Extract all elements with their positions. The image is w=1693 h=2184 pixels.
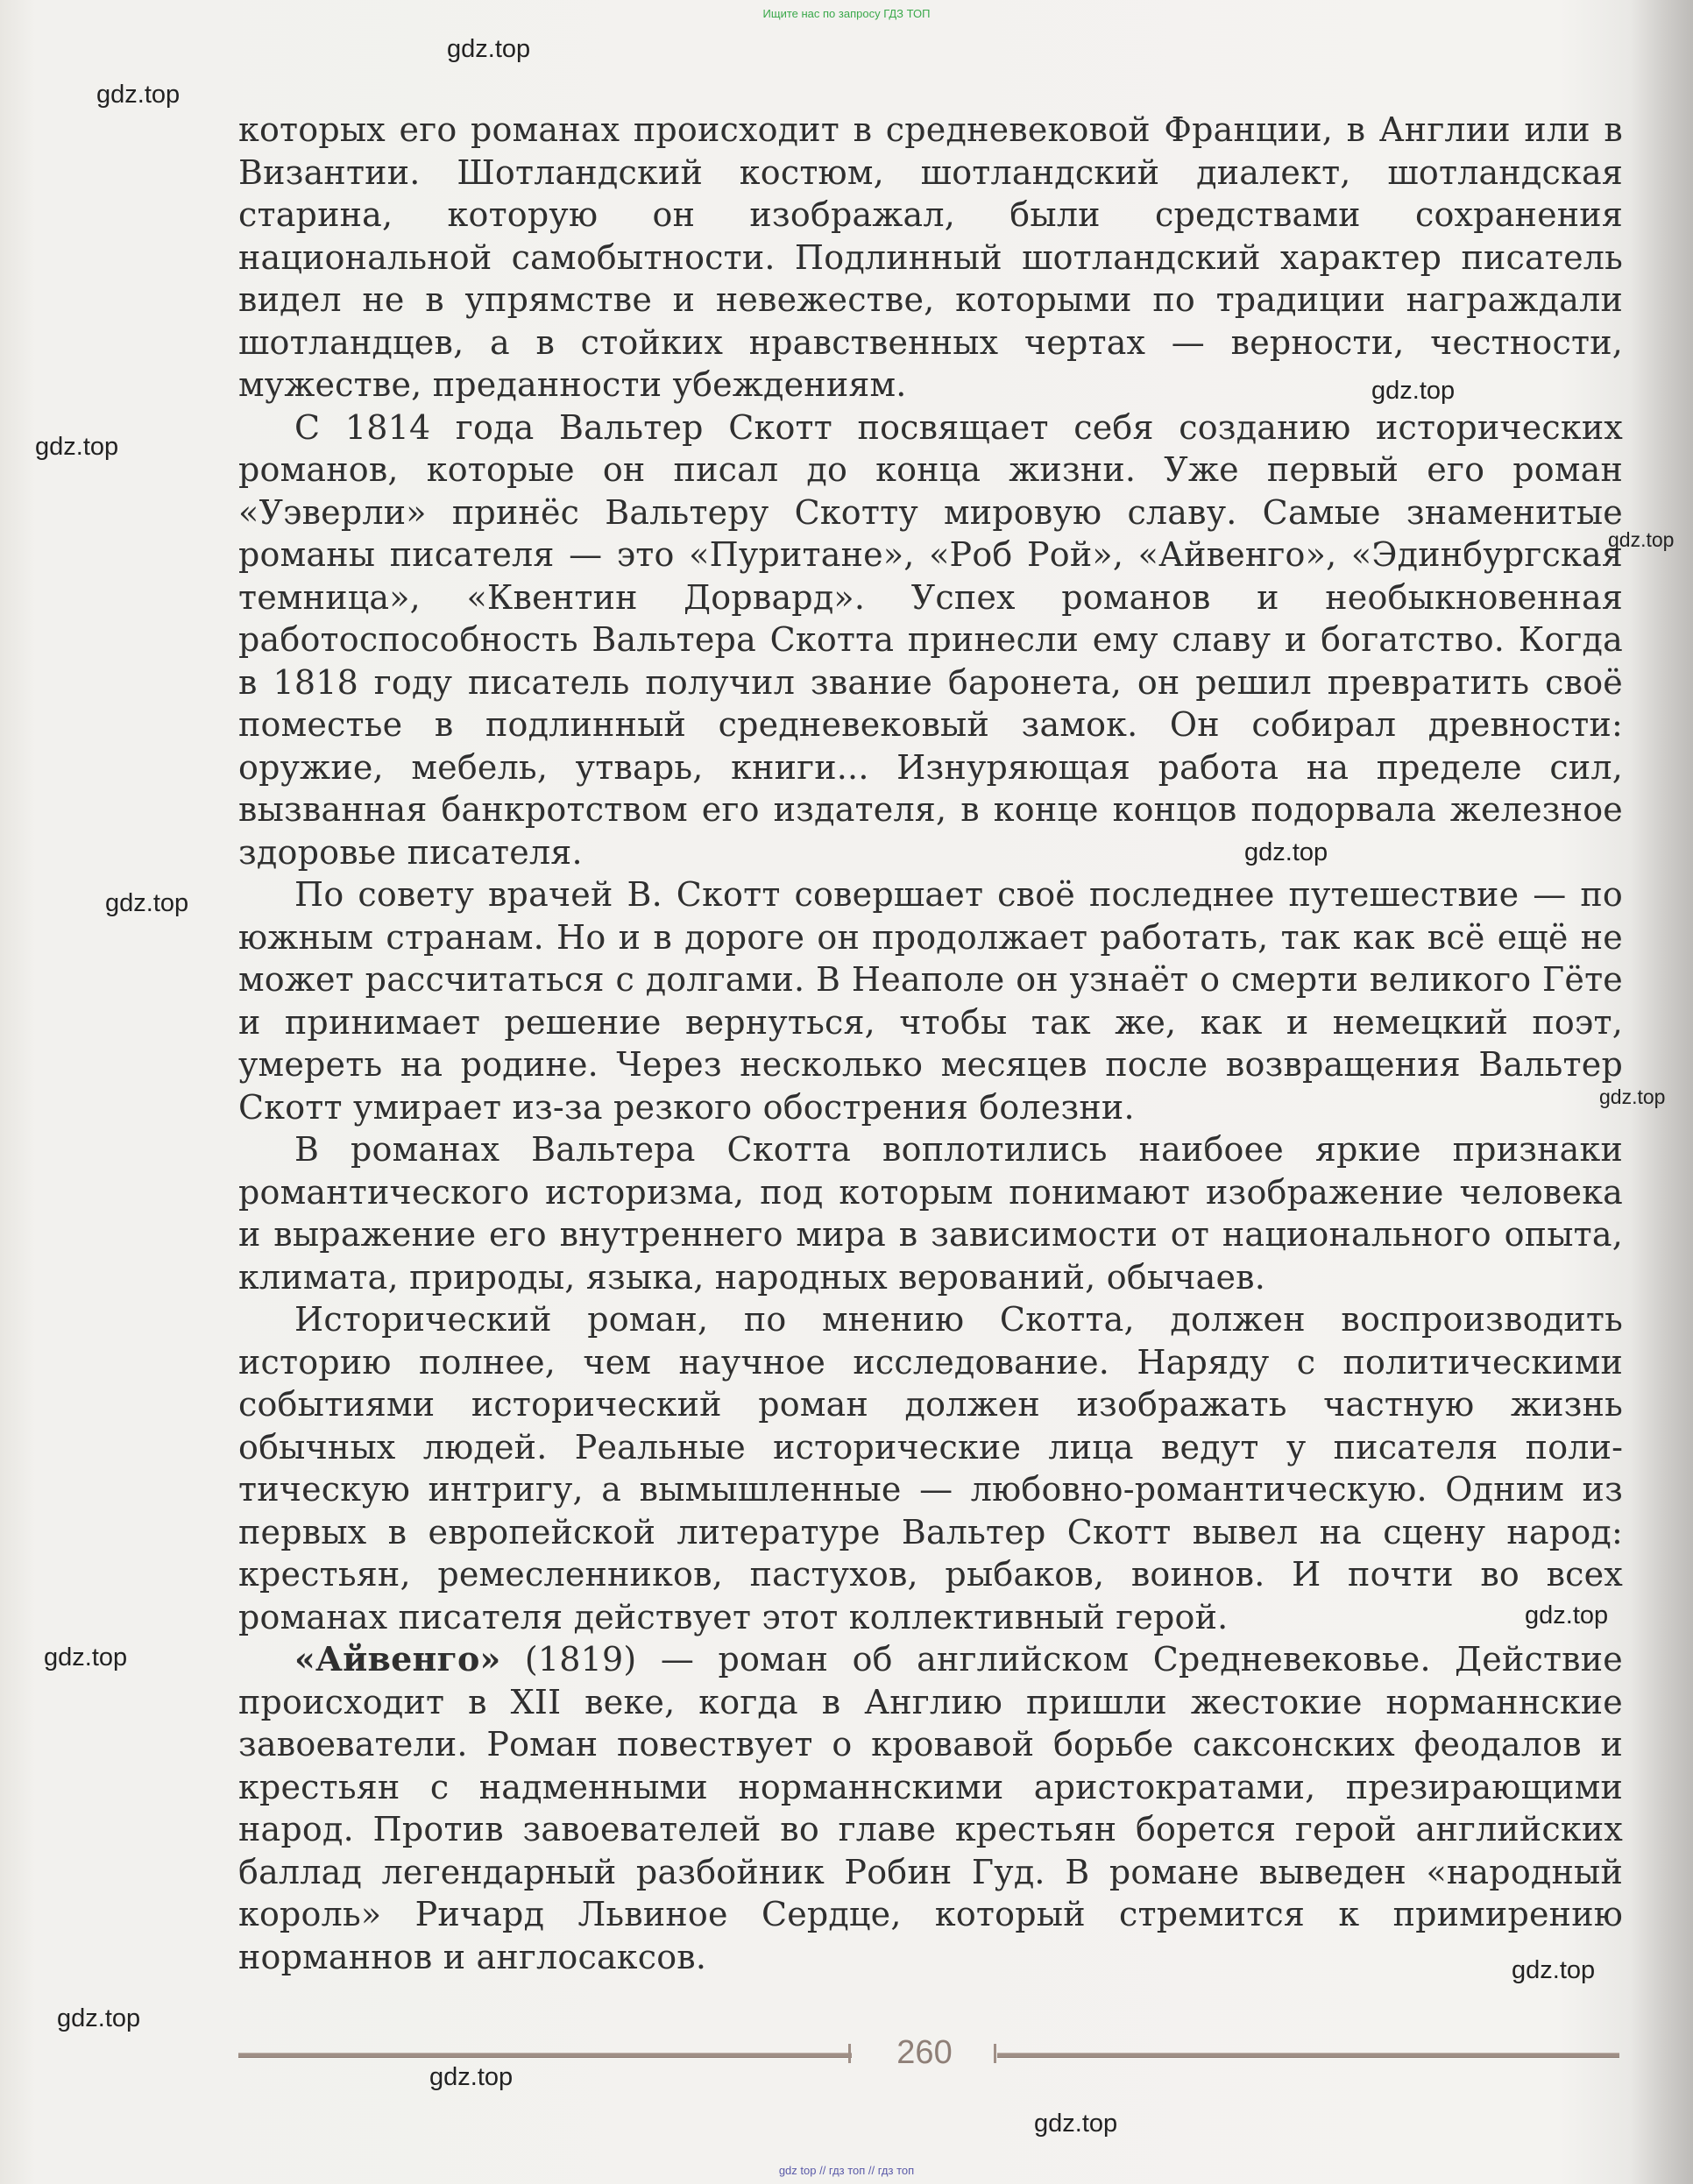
watermark: gdz.top xyxy=(1034,2110,1118,2138)
watermark: gdz.top xyxy=(1599,1085,1666,1108)
footer-tick-right xyxy=(994,2044,996,2063)
watermark: gdz.top xyxy=(429,2063,514,2091)
paragraph-6 xyxy=(238,1638,1623,1978)
paragraph-4: В романах Вальтера Скотта воплотились наибоее яркие признаки романтического историзма, под которым понимают изображение человека и выражение его внутреннего мира в зависимости от национального опыта, климата, природы, языка, народных верований, обычаев. xyxy=(238,1130,1623,1297)
paragraph-5: Исторический роман, по мнению Скотта, должен воспроизводить историю полнее, чем научное исследование. Наряду с политическими событиями исторический роман должен изображать частную жизнь обычных людей. Реальные исторические лица ведут у писателя политическую интригу, а вымышленные — любовно-романтическую. Одним из первых в европейской литературе Вальтер Скотт вывел на сцену народ: крестьян, ремесленников, пастухов, рыбаков, воинов. И почти во всех романах писателя действует этот коллективный герой. xyxy=(238,1300,1623,1636)
footer-rule-left xyxy=(238,2053,852,2058)
footer-rule-right xyxy=(997,2053,1619,2058)
watermark: gdz.top xyxy=(1608,528,1675,551)
watermark: gdz.top xyxy=(447,35,531,63)
watermark: gdz.top xyxy=(1371,377,1456,405)
watermark: gdz.top xyxy=(44,1643,128,1672)
watermark: gdz.top xyxy=(1244,838,1328,866)
paragraph-1: которых его романах происходит в средневековой Франции, в Англии или в Византии. Шотландский костюм, шотландский диалект, шотландская старина, которую он изображал, были средствами сохранения национальной самобытности. Подлинный шотландский характер писатель видел не в упрямстве и невежестве, которыми по традиции награждали шотландцев, а в стойких нравственных чертах — верности, честности, мужестве, преданности убеждениям. xyxy=(238,110,1623,404)
watermark: gdz.top xyxy=(1512,1956,1596,1984)
watermark: gdz.top xyxy=(1525,1601,1609,1629)
paragraph-6-text: (1819) — роман об английском Средневековье. Действие происходит в XII веке, когда в Англию пришли жестокие норманнские завоеватели. Роман повествует о кровавой борьбе саксонских феодалов и крестьян с надменными норманнскими аристократами, презирающими народ. Против завоевателей во главе крестьян борется герой английских баллад легендарный разбойник Робин Гуд. В романе выведен «народный король» Ричард Львиное Сердце, который стремится к примирению норманнов и англосаксов. xyxy=(238,1640,1623,1976)
ivanhoe-title: «Айвенго» xyxy=(294,1639,501,1679)
page-number: 260 xyxy=(896,2034,953,2071)
watermark: gdz.top xyxy=(57,2004,141,2032)
paragraph-3: По совету врачей В. Скотт совершает своё последнее путешествие — по южным странам. Но и в дороге он продолжает работать, так как всё ещё не может рассчитаться с долгами. В Неаполе он узнаёт о смерти великого Гёте и принимает решение вернуться, чтобы так же, как и немецкий поэт, умереть на родине. Через несколько месяцев после возвращения Вальтер Скотт умирает из-за резкого обострения болезни. xyxy=(238,875,1623,1127)
top-banner: Ищите нас по запросу ГДЗ ТОП xyxy=(762,7,931,20)
paragraph-2: С 1814 года Вальтер Скотт посвящает себя созданию исторических романов, которые он писал до конца жизни. Уже первый его роман «Уэверли» принёс Вальтеру Скотту мировую славу. Самые знаменитые романы писателя — это «Пуритане», «Роб Рой», «Айвенго», «Эдинбургская темница», «Квентин Дорвард». Успех романов и необыкновенная работоспособность Вальтера Скотта принесли ему славу и богатство. Когда в 1818 году писатель получил звание баронета, он решил превратить своё поместье в подлинный средневековый замок. Он собирал древности: оружие, мебель, утварь, книги... Изнуряющая работа на пределе сил, вызванная банкротством его издателя, в конце концов подорвала железное здоровье писателя. xyxy=(238,407,1623,872)
watermark: gdz.top xyxy=(105,889,189,917)
watermark: gdz.top xyxy=(35,433,119,461)
footer-tick-left xyxy=(848,2044,851,2063)
bottom-banner: gdz top // гдз топ // гдз топ xyxy=(778,2164,915,2177)
watermark: gdz.top xyxy=(96,81,181,109)
